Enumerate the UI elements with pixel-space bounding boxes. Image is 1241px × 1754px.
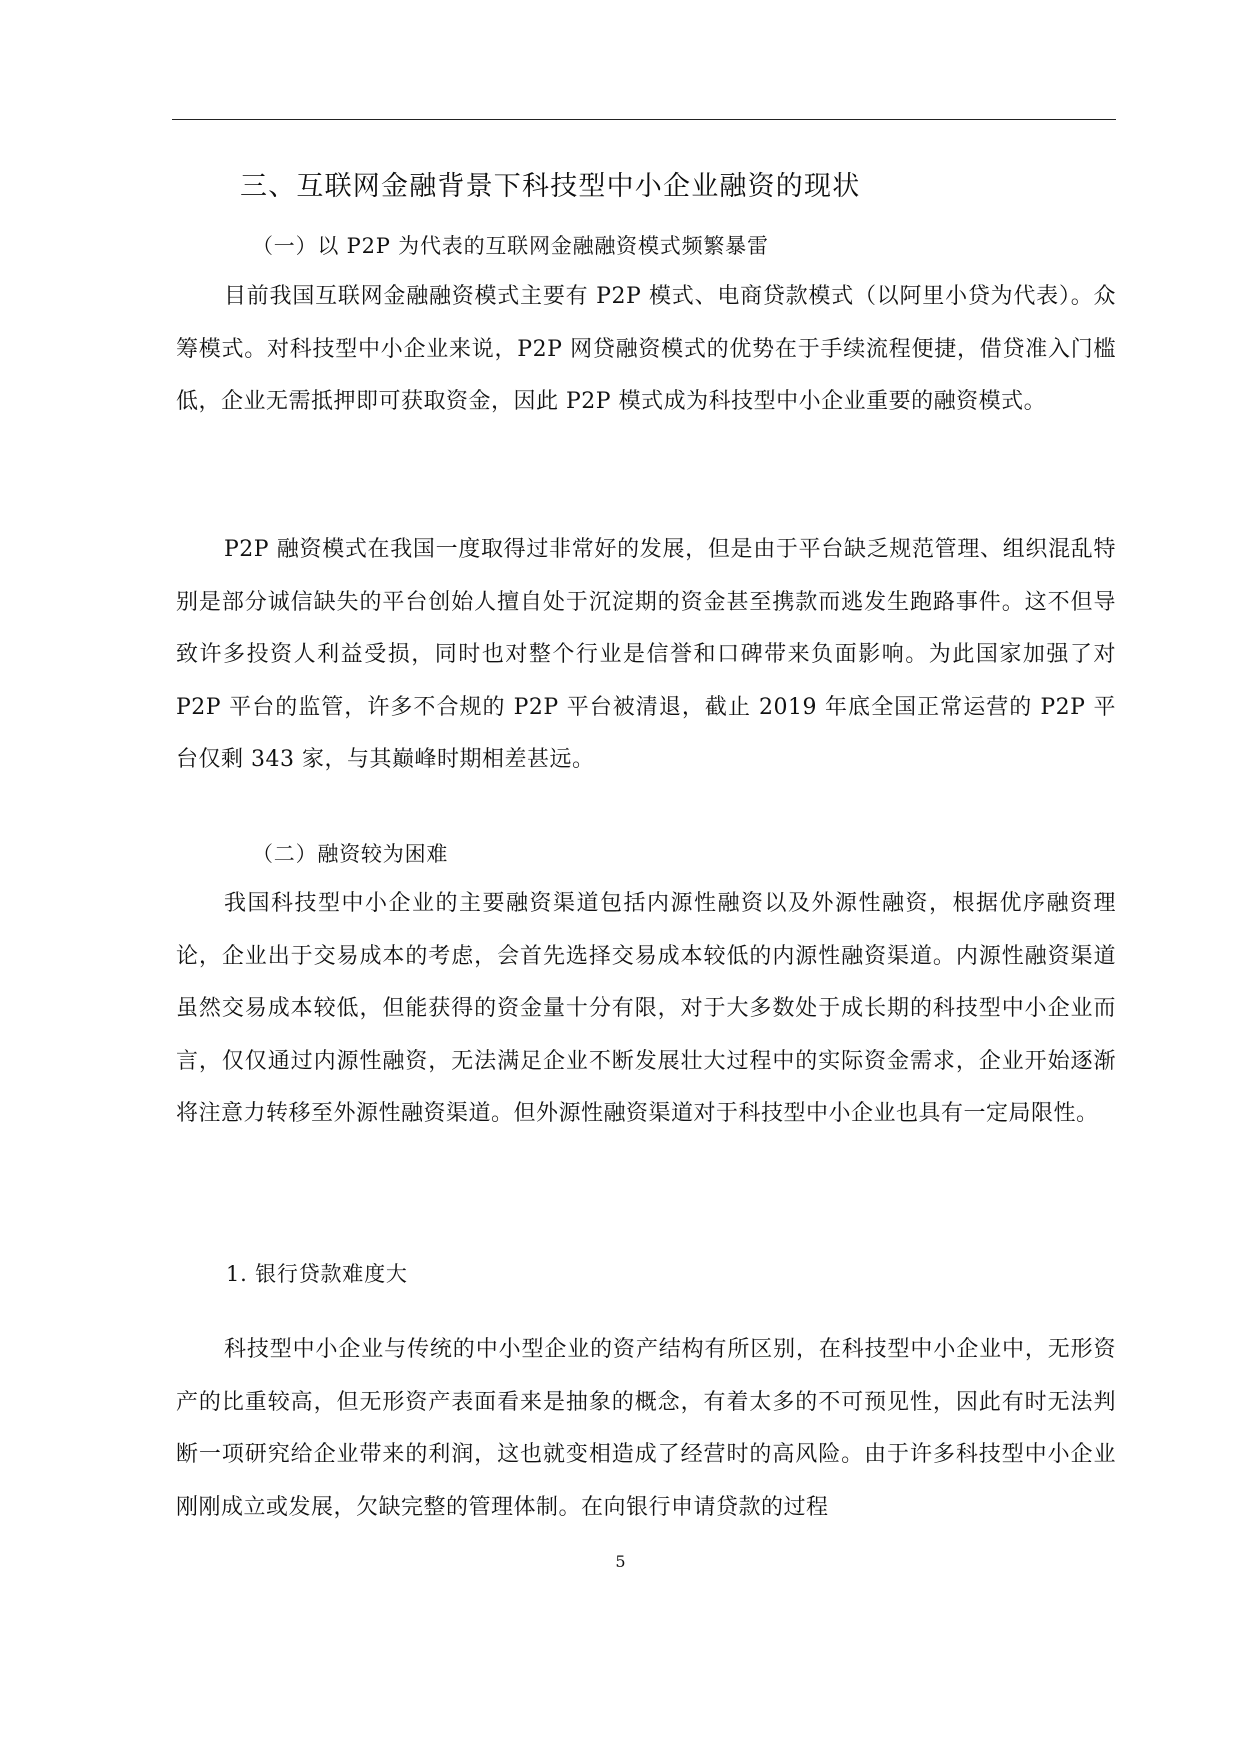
page-number: 5 [615,1552,626,1571]
subsection-title-3: 1. 银行贷款难度大 [226,1262,408,1286]
section-heading: 三、互联网金融背景下科技型中小企业融资的现状 [240,171,861,202]
paragraph-1: 目前我国互联网金融融资模式主要有 P2P 模式、电商贷款模式（以阿里小贷为代表）。众筹模式。对科技型中小企业来说，P2P 网贷融资模式的优势在于手续流程便捷，借贷准入门槛低，企业无需抵押即可获取资金，因此 P2P 模式成为科技型中小企业重要的融资模式。 [176,284,1116,414]
paragraph-2: P2P 融资模式在我国一度取得过非常好的发展，但是由于平台缺乏规范管理、组织混乱特别是部分诚信缺失的平台创始人擅自处于沉淀期的资金甚至携款而逃发生跑路事件。这不但导致许多投资人利益受损，同时也对整个行业是信誉和口碑带来负面影响。为此国家加强了对 P2P 平台的监管，许多不合规的 P2P 平台被清退，截止 2019 年底全国正常运营的 P2P 平台仅剩 343 家，与其巅峰时期相差甚远。 [176,537,1116,772]
paragraph-4: 科技型中小企业与传统的中小型企业的资产结构有所区别，在科技型中小企业中，无形资产的比重较高，但无形资产表面看来是抽象的概念，有着太多的不可预见性，因此有时无法判断一项研究给企业带来的利润，这也就变相造成了经营时的高风险。由于许多科技型中小企业刚刚成立或发展，欠缺完整的管理体制。在向银行申请贷款的过程 [176,1337,1116,1520]
header-rule [172,119,1116,120]
paragraph-3: 我国科技型中小企业的主要融资渠道包括内源性融资以及外源性融资，根据优序融资理论，企业出于交易成本的考虑，会首先选择交易成本较低的内源性融资渠道。内源性融资渠道虽然交易成本较低，但能获得的资金量十分有限，对于大多数处于成长期的科技型中小企业而言，仅仅通过内源性融资，无法满足企业不断发展壮大过程中的实际资金需求，企业开始逐渐将注意力转移至外源性融资渠道。但外源性融资渠道对于科技型中小企业也具有一定局限性。 [176,891,1116,1126]
subsection-title-1: （一）以 P2P 为代表的互联网金融融资模式频繁暴雷 [252,234,769,258]
subsection-title-2: （二）融资较为困难 [252,842,449,866]
